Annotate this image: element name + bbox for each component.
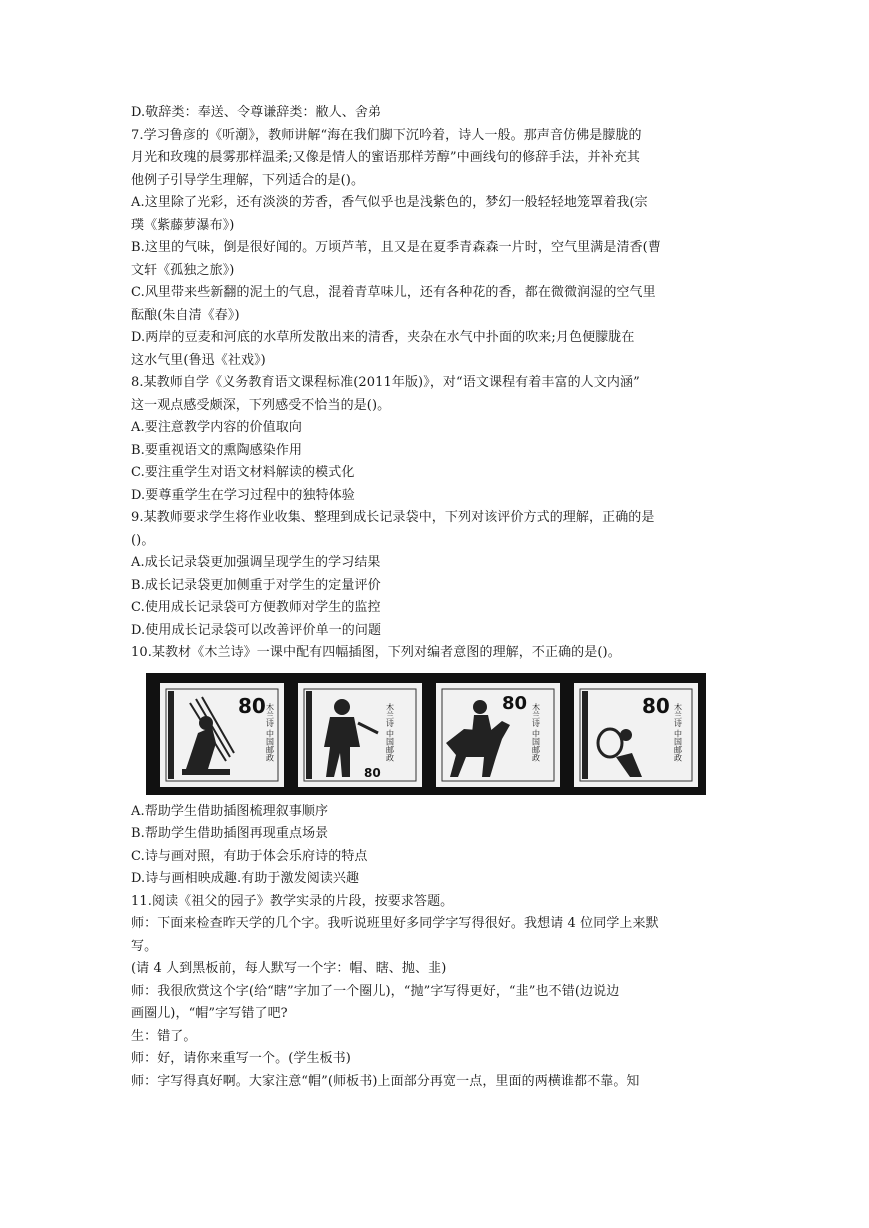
q9-option-d: D.使用成长记录袋可以改善评价单一的问题 bbox=[131, 622, 382, 638]
q9-stem-line-2: ()。 bbox=[131, 532, 155, 548]
q10-stem: 10.某教材《木兰诗》一课中配有四幅插图，下列对编者意图的理解，不正确的是()。 bbox=[131, 645, 621, 660]
q11-line-3: 写。 bbox=[131, 938, 158, 954]
stamp-1-caption: 木兰诗 中国邮政 bbox=[265, 702, 275, 762]
q7-option-c-line-2: 酝酿(朱自清《春》) bbox=[131, 307, 240, 323]
q7-stem-line-2: 月光和玫瑰的晨雾那样温柔;又像是情人的蜜语那样芳醇”中画线句的修辞手法，并补充其 bbox=[131, 150, 641, 165]
stamp-4-value: 80 bbox=[642, 693, 670, 718]
q6-option-d: D.敬辞类：奉送、令尊谦辞类：敝人、舍弟 bbox=[131, 105, 382, 120]
q8-option-c: C.要注重学生对语文材料解读的模式化 bbox=[131, 465, 355, 480]
q10-option-b: B.帮助学生借助插图再现重点场景 bbox=[131, 826, 329, 841]
q11-line-6: 画圈儿)，“帽”字写错了吧? bbox=[131, 1006, 288, 1021]
stamp-soldier bbox=[298, 683, 422, 787]
q8-option-d: D.要尊重学生在学习过程中的独特体验 bbox=[131, 487, 355, 503]
q10-option-c: C.诗与画对照，有助于体会乐府诗的特点 bbox=[131, 848, 368, 864]
stamp-1-value: 80 bbox=[238, 693, 266, 718]
q7-option-b-line-1: B.这里的气味，倒是很好闻的。万顷芦苇，且又是在夏季青森森一片时，空气里满是清香(曹 bbox=[131, 240, 661, 255]
stamps-illustration bbox=[146, 673, 706, 795]
q7-stem-line-3: 他例子引导学生理解，下列适合的是()。 bbox=[131, 172, 365, 188]
q10-option-a: A.帮助学生借助插图梳理叙事顺序 bbox=[131, 803, 329, 819]
q8-option-a: A.要注意教学内容的价值取向 bbox=[131, 420, 302, 435]
stamp-2-value: 80 bbox=[364, 765, 381, 780]
q7-option-a-line-1: A.这里除了光彩，还有淡淡的芳香，香气似乎也是浅紫色的，梦幻一般轻轻地笼罩着我(宗 bbox=[131, 195, 648, 210]
q11-line-7: 生：错了。 bbox=[131, 1028, 197, 1044]
q11-line-1: 11.阅读《祖父的园子》教学实录的片段，按要求答题。 bbox=[131, 893, 454, 909]
stamp-3-value: 80 bbox=[502, 692, 528, 714]
q10-option-d: D.诗与画相映成趣.有助于激发阅读兴趣 bbox=[131, 871, 360, 886]
q7-option-d-line-2: 这水气里(鲁迅《社戏》) bbox=[131, 352, 266, 368]
mulan-stamps-figure bbox=[146, 673, 706, 795]
stamp-2-caption: 木兰诗 中国邮政 bbox=[385, 702, 395, 762]
q9-option-b: B.成长记录袋更加侧重于对学生的定量评价 bbox=[131, 577, 381, 593]
q7-option-a-line-2: 璞《紫藤萝瀑布》) bbox=[131, 217, 235, 233]
stamp-mirror bbox=[574, 683, 698, 787]
q11-line-9: 师：字写得真好啊。大家注意“帽”(师板书)上面部分再宽一点，里面的两横谁都不靠。知 bbox=[131, 1073, 640, 1089]
q11-line-2: 师：下面来检查昨天学的几个字。我听说班里好多同学字写得很好。我想请 4 位同学上来默 bbox=[131, 916, 659, 931]
q9-option-c: C.使用成长记录袋可方便教师对学生的监控 bbox=[131, 600, 381, 615]
q11-line-5: 师：我很欣赏这个字(给“瞎”字加了一个圈儿)，“抛”字写得更好，“韭”也不错(边说边 bbox=[131, 983, 620, 999]
q7-stem-line-1: 7.学习鲁彦的《听潮》，教师讲解“海在我们脚下沉吟着，诗人一般。那声音仿佛是朦胧的 bbox=[131, 127, 642, 143]
q7-option-d-line-1: D.两岸的豆麦和河底的水草所发散出来的清香，夹杂在水气中扑面的吹来;月色便朦胧在 bbox=[131, 330, 635, 345]
q11-line-8: 师：好，请你来重写一个。(学生板书) bbox=[131, 1051, 351, 1066]
stamp-4-caption: 木兰诗 中国邮政 bbox=[673, 702, 683, 762]
q8-stem-line-1: 8.某教师自学《义务教育语文课程标准(2011年版)》，对“语文课程有着丰富的人文内涵” bbox=[131, 375, 640, 390]
q7-option-b-line-2: 文轩《孤独之旅》) bbox=[131, 262, 235, 278]
q7-option-c-line-1: C.风里带来些新翻的泥土的气息，混着青草味儿，还有各种花的香，都在微微润湿的空气里 bbox=[131, 285, 656, 300]
q11-line-4: (请 4 人到黑板前，每人默写一个字：帽、瞎、抛、韭) bbox=[131, 961, 447, 976]
q9-option-a: A.成长记录袋更加强调呈现学生的学习结果 bbox=[131, 555, 381, 570]
q8-stem-line-2: 这一观点感受颇深，下列感受不恰当的是()。 bbox=[131, 397, 391, 413]
q9-stem-line-1: 9.某教师要求学生将作业收集、整理到成长记录袋中，下列对该评价方式的理解，正确的是 bbox=[131, 510, 655, 525]
q8-option-b: B.要重视语文的熏陶感染作用 bbox=[131, 442, 303, 458]
stamp-weaving bbox=[160, 683, 284, 787]
stamp-3-caption: 木兰诗 中国邮政 bbox=[531, 702, 541, 762]
document-page bbox=[131, 102, 711, 1093]
stamp-horse-rider bbox=[436, 683, 560, 787]
